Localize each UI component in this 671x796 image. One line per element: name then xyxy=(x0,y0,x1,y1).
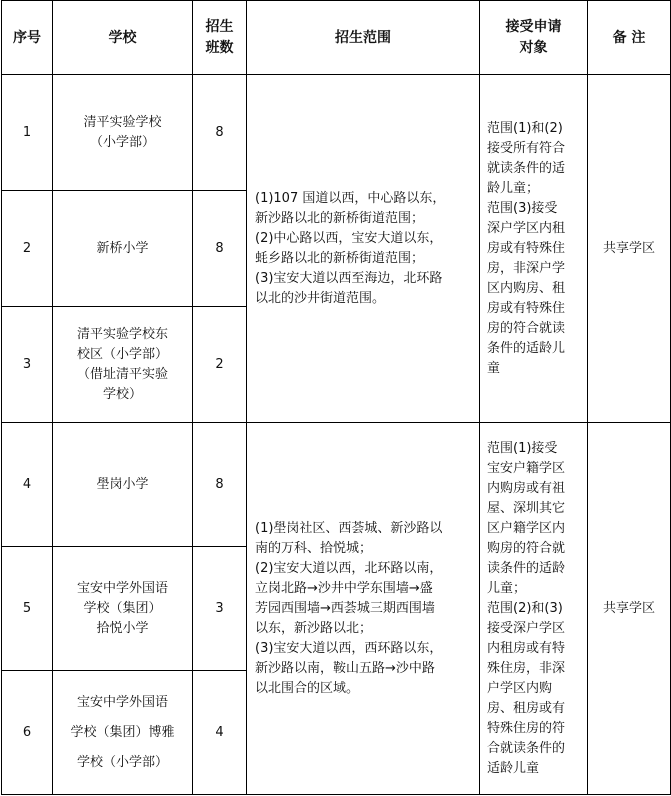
school-name: 清平实验学校东 校区（小学部） （借址清平实验 学校） xyxy=(53,307,193,423)
class-count: 8 xyxy=(193,423,247,547)
class-count: 4 xyxy=(193,671,247,795)
school-name: 壆岗小学 xyxy=(53,423,193,547)
class-count: 8 xyxy=(193,75,247,191)
header-school: 学校 xyxy=(53,1,193,75)
school-name: 清平实验学校 （小学部） xyxy=(53,75,193,191)
header-index: 序号 xyxy=(2,1,53,75)
enrollment-range: (1)107 国道以西，中心路以东， 新沙路以北的新桥街道范围； (2)中心路以西，宝安大道以东， 蚝乡路以北的新桥街道范围； (3)宝安大道以西至海边，北环路 以北的沙井街道范围。 xyxy=(247,75,480,423)
class-count: 3 xyxy=(193,547,247,671)
table-row xyxy=(2,75,671,191)
class-count: 8 xyxy=(193,191,247,307)
header-applicants: 接受申请 对象 xyxy=(480,1,588,75)
table-row xyxy=(2,423,671,547)
note-cell: 共享学区 xyxy=(588,423,671,795)
row-index: 1 xyxy=(2,75,53,191)
row-index: 2 xyxy=(2,191,53,307)
school-name: 宝安中学外国语 学校（集团） 拾悦小学 xyxy=(53,547,193,671)
eligible-applicants: 范围(1)和(2) 接受所有符合 就读条件的适 龄儿童； 范围(3)接受 深户学区内租 房或有特殊住 房，非深户学 区内购房、租 房或有特殊住 房的符合就读 条件的适龄儿 童 xyxy=(480,75,588,423)
school-name: 宝安中学外国语 学校（集团）博雅 学校（小学部） xyxy=(53,671,193,795)
header-note: 备 注 xyxy=(588,1,671,75)
header-classes: 招生 班数 xyxy=(193,1,247,75)
note-cell: 共享学区 xyxy=(588,75,671,423)
enrollment-table xyxy=(1,0,671,795)
school-name: 新桥小学 xyxy=(53,191,193,307)
eligible-applicants: 范围(1)接受 宝安户籍学区 内购房或有祖 屋、深圳其它 区户籍学区内 购房的符合就 读条件的适龄 儿童； 范围(2)和(3) 接受深户学区 内租房或有特 殊住房，非深 户学区内购 房、租房或有 特殊住房的符 合就读条件的 适龄儿童 xyxy=(480,423,588,795)
row-index: 3 xyxy=(2,307,53,423)
row-index: 6 xyxy=(2,671,53,795)
header-row xyxy=(2,1,671,75)
row-index: 5 xyxy=(2,547,53,671)
header-range: 招生范围 xyxy=(247,1,480,75)
class-count: 2 xyxy=(193,307,247,423)
enrollment-range: (1)壆岗社区、西荟城、新沙路以 南的万科、拾悦城； (2)宝安大道以西，北环路以南， 立岗北路→沙井中学东围墙→盛 芳园西围墙→西荟城三期西围墙 以东，新沙路以北； (3)宝安大道以西，西环路以东， 新沙路以南，鞍山五路→沙中路 以北围合的区域。 xyxy=(247,423,480,795)
row-index: 4 xyxy=(2,423,53,547)
